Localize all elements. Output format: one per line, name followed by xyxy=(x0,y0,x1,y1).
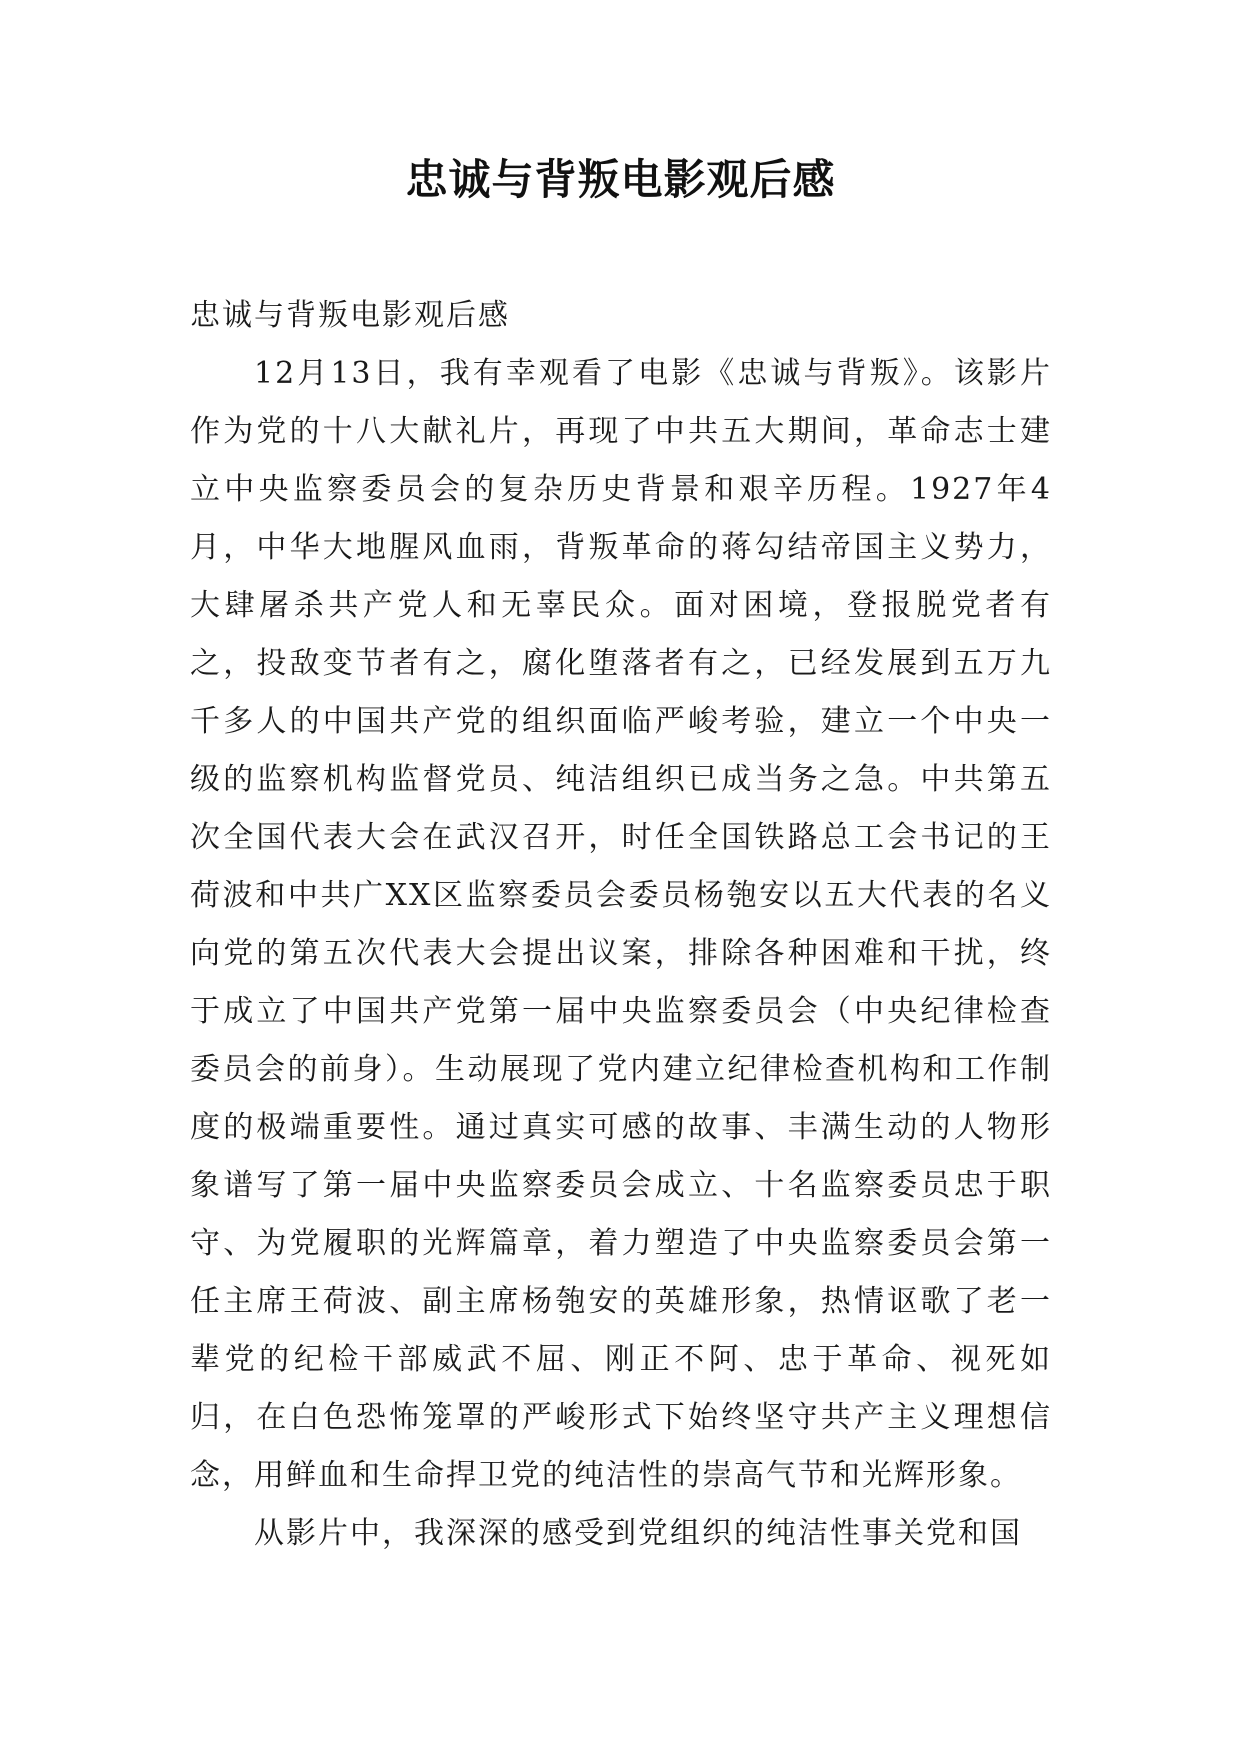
document-subtitle: 忠诚与背叛电影观后感 xyxy=(190,298,510,333)
paragraph-1: 12月13日，我有幸观看了电影《忠诚与背叛》。该影片作为党的十八大献礼片，再现了中共五大期间，革命志士建立中央监察委员会的复杂历史背景和艰辛历程。1927年4月，中华大地腥风血雨，背叛革命的蒋勾结帝国主义势力，大肆屠杀共产党人和无辜民众。面对困境，登报脱党者有之，投敌变节者有之，腐化堕落者有之，已经发展到五万九千多人的中国共产党的组织面临严峻考验，建立一个中央一级的监察机构监督党员、纯洁组织已成当务之急。中共第五次全国代表大会在武汉召开，时任全国铁路总工会书记的王荷波和中共广XX区监察委员会委员杨匏安以五大代表的名义向党的第五次代表大会提出议案，排除各种困难和干扰，终于成立了中国共产党第一届中央监察委员会（中央纪律检查委员会的前身）。生动展现了党内建立纪律检查机构和工作制度的极端重要性。通过真实可感的故事、丰满生动的人物形象谱写了第一届中央监察委员会成立、十名监察委员忠于职守、为党履职的光辉篇章，着力塑造了中央监察委员会第一任主席王荷波、副主席杨匏安的英雄形象，热情讴歌了老一辈党的纪检干部威武不屈、刚正不阿、忠于革命、视死如归，在白色恐怖笼罩的严峻形式下始终坚守共产主义理想信念，用鲜血和生命捍卫党的纯洁性的崇高气节和光辉形象。 xyxy=(190,356,1052,1493)
document-body xyxy=(190,287,1052,1563)
document-title: 忠诚与背叛电影观后感 xyxy=(405,155,836,204)
paragraph-2: 从影片中，我深深的感受到党组织的纯洁性事关党和国 xyxy=(254,1516,1022,1551)
